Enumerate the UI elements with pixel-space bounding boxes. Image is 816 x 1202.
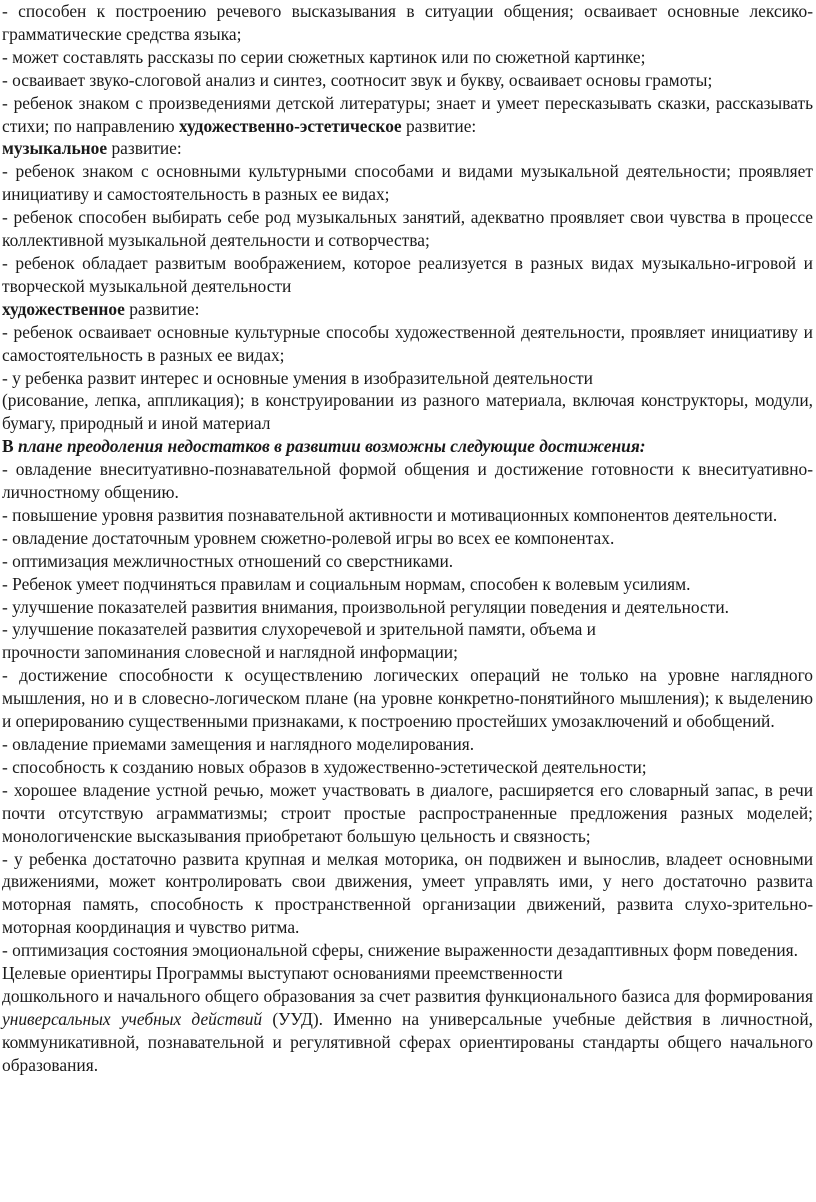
uud-term: универсальных учебных действий [2,1008,263,1029]
music-tail: развитие: [107,138,182,159]
continuity-text: дошкольного и начального общего образования за счет развития функционального базиса для формирования [2,985,813,1006]
paragraph-attention: - улучшение показателей развития внимания, произвольной регуляции поведения и деятельности. [2,596,729,617]
paragraph-motor-skills: - у ребенка достаточно развита крупная и мелкая моторика, он подвижен и вынослив, владеет основными движениями, может контролировать свои движения, умеет управлять ими, у него достаточно развита моторная память, способность к пространственной организации движений, развита слухо-зрительно-моторная координация и чувство ритма. [2,848,813,938]
art-term: художественное [2,298,125,319]
paragraph-construction: (рисование, лепка, аппликация); в конструировании из разного материала, включая конструкторы, модули, бумагу, природный и иной материал [2,390,813,434]
paragraph-modeling: - овладение приемами замещения и наглядного моделирования. [2,734,475,754]
music-term: музыкальное [2,138,108,159]
literature-tail: развитие: [401,115,477,136]
paragraph-oral-speech: - хорошее владение устной речью, может участвовать в диалоге, расширяется его словарный запас, в речи почти отсутствую аграмматизмы; строит простые распространенные предложения разных моделей; монологиченские высказывания приобретают большую цельность и связность; [2,779,813,846]
paragraph-communication: - овладение внеситуативно-познавательной формой общения и достижение готовности к внеситуативно-личностному общению. [2,459,813,503]
paragraph-role-play: - овладение достаточным уровнем сюжетно-ролевой игры во всех ее компонентах. [2,527,615,548]
heading-text: плане преодоления недостатков в развитии возможны следующие достижения: [13,436,646,457]
subheading-art [2,298,813,321]
paragraph-peer-relations: - оптимизация межличностных отношений со сверстниками. [2,550,454,571]
section-heading-achievements [2,435,813,458]
paragraph-targets: Целевые ориентиры Программы выступают основаниями преемственности [2,963,563,984]
subheading-music [2,137,813,160]
paragraph-music-methods: - ребенок знаком с основными культурными способами и видами музыкальной деятельности; проявляет инициативу и самостоятельность в разных ее видах; [2,161,813,205]
paragraph-sound-analysis: - осваивает звуко-слоговой анализ и синтез, соотносит звук и букву, осваивает основы грамоты; [2,69,713,90]
art-tail: развитие: [124,298,200,319]
paragraph-continuity [2,985,813,1077]
paragraph-creativity: - способность к созданию новых образов в художественно-эстетической деятельности; [2,756,647,777]
paragraph-story-composing: - может составлять рассказы по серии сюжетных картинок или по сюжетной картинке; [2,46,646,67]
paragraph-literature [2,92,813,138]
paragraph-emotional: - оптимизация состояния эмоциональной сферы, снижение выраженности дезадаптивных форм поведения. [2,940,799,961]
literature-text: - ребенок знаком с произведениями детской литературы; знает и умеет пересказывать сказки, рассказывать стихи; по направлению [2,92,813,136]
paragraph-art-methods: - ребенок осваивает основные культурные способы художественной деятельности, проявляет инициативу и самостоятельность в разных ее видах; [2,321,813,365]
paragraph-memory-cont: прочности запоминания словесной и наглядной информации; [2,642,458,663]
paragraph-logic: - достижение способности к осуществлению логических операций не только на уровне наглядного мышления, но и в словесно-логическом плане (на уровне конкретно-понятийного мышления); к выделению и оперированию существенными признаками, к построению простейших умозаключений и обобщений. [2,665,813,732]
document-page [2,0,813,1077]
heading-prefix: В [2,436,14,457]
paragraph-cognitive-activity: - повышение уровня развития познавательной активности и мотивационных компонентов деятельности. [2,504,778,525]
paragraph-imagination: - ребенок обладает развитым воображением, которое реализуется в разных видах музыкально-игровой и творческой музыкальной деятельности [2,252,813,296]
paragraph-social-norms: - Ребенок умеет подчиняться правилам и социальным нормам, способен к волевым усилиям. [2,573,691,594]
paragraph-art-interest: - у ребенка развит интерес и основные умения в изобразительной деятельности [2,367,593,388]
continuity-tail: (УУД). Именно на универсальные учебные действия в личностной, коммуникативной, познавательной и регулятивной сферах ориентированы стандарты общего начального образования. [2,1008,813,1075]
paragraph-speech-utterance: - способен к построению речевого высказывания в ситуации общения; осваивает основные лексико-грамматические средства языка; [2,1,813,44]
paragraph-memory: - улучшение показателей развития слухоречевой и зрительной памяти, объема и [2,619,596,640]
artistic-aesthetic-term: художественно-эстетическое [179,115,402,136]
paragraph-music-choice: - ребенок способен выбирать себе род музыкальных занятий, адекватно проявляет свои чувства в процессе коллективной музыкальной деятельности и сотворчества; [2,207,813,251]
